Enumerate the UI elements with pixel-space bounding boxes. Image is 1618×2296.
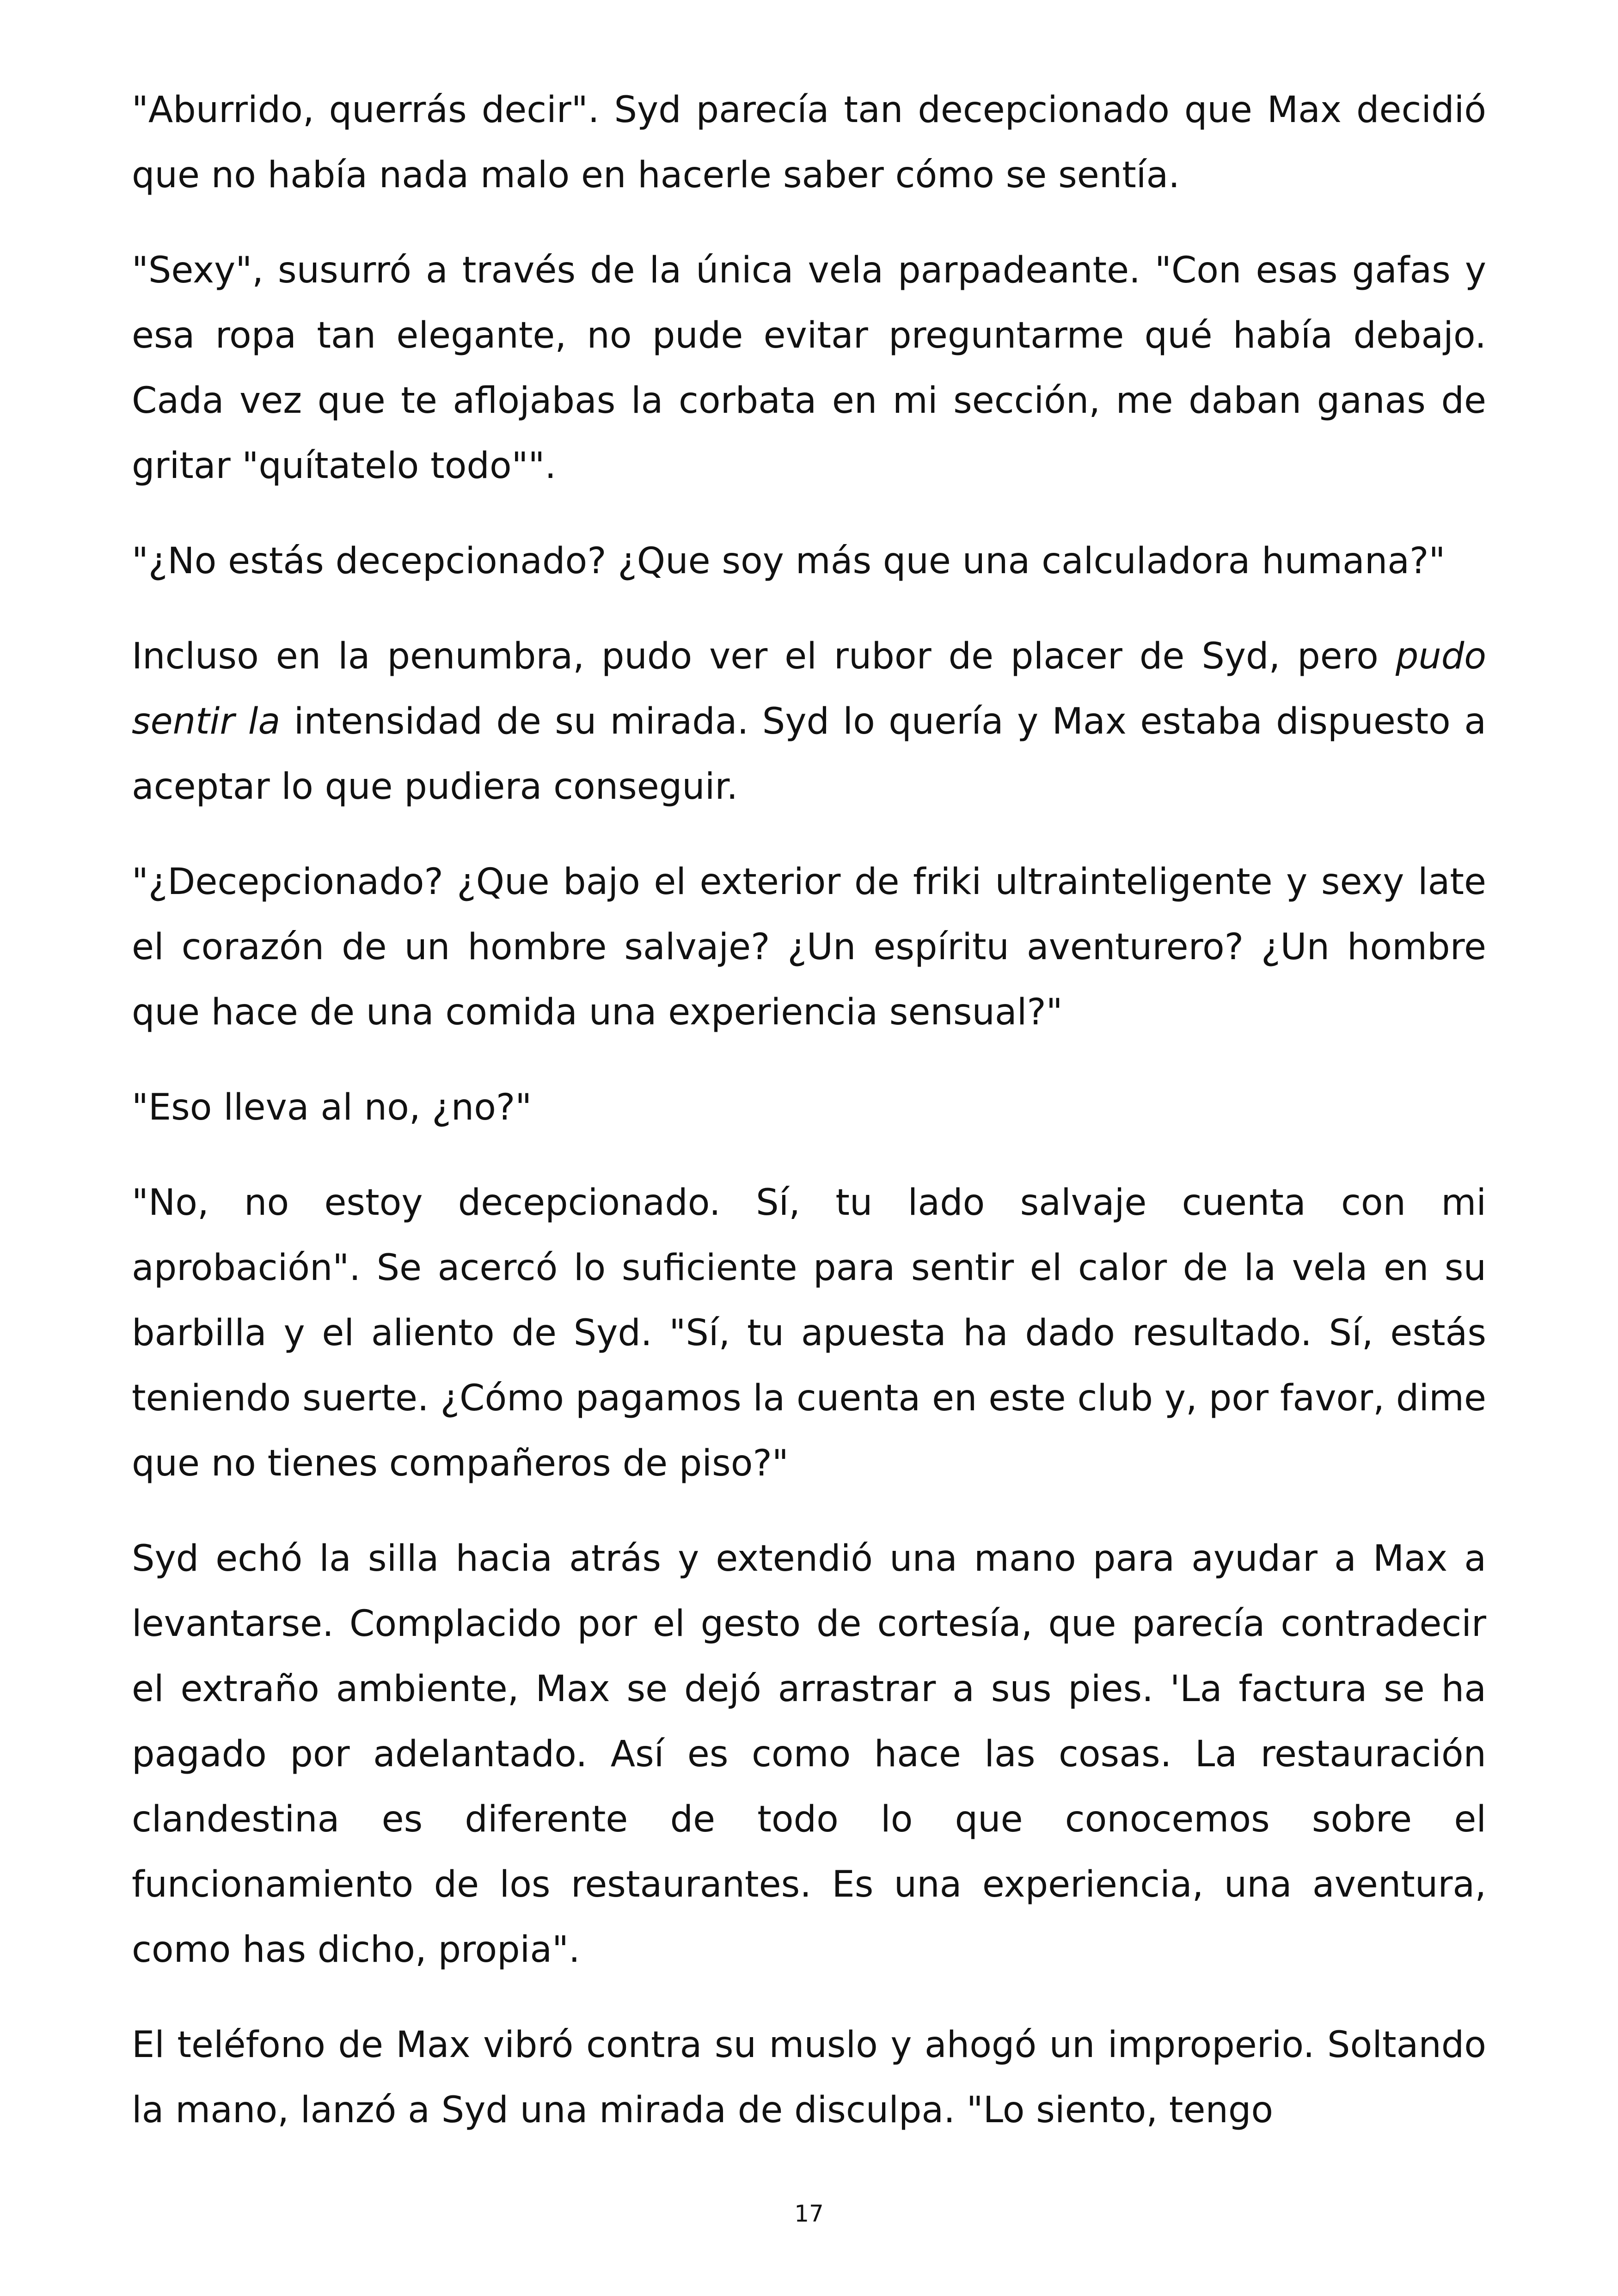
paragraph-8: Syd echó la silla hacia atrás y extendió una mano para ayudar a Max a levantarse. Complacido por el gesto de cortesía, que parecía contradecir el extraño ambiente, Max se dejó arrastrar a sus pies. 'La factura se ha pagado por adelantado. Así es como hace las cosas. La restauración clandestina es diferente de todo lo que conocemos sobre el funcionamiento de los restaurantes. Es una experiencia, una aventura, como has dicho, propia". — [132, 1538, 1486, 1971]
paragraph-3: "¿No estás decepcionado? ¿Que soy más que una calculadora humana?" — [132, 540, 1446, 582]
paragraph-1: "Aburrido, querrás decir". Syd parecía tan decepcionado que Max decidió que no había nada malo en hacerle saber cómo se sentía. — [132, 89, 1486, 196]
paragraph-5: "¿Decepcionado? ¿Que bajo el exterior de friki ultrainteligente y sexy late el corazón de un hombre salvaje? ¿Un espíritu aventurero? ¿Un hombre que hace de una comida una experiencia sensual?" — [132, 861, 1486, 1033]
paragraph-4 — [132, 624, 1486, 820]
paragraph-4-before: Incluso en la penumbra, pudo ver el rubor de placer de Syd, pero — [132, 636, 1396, 677]
paragraph-4-italic: pudo sentir la — [132, 636, 1486, 742]
page-number: 17 — [794, 2200, 824, 2227]
paragraph-7: "No, no estoy decepcionado. Sí, tu lado salvaje cuenta con mi aprobación". Se acercó lo suficiente para sentir el calor de la vela en su barbilla y el aliento de Syd. "Sí, tu apuesta ha dado resultado. Sí, estás teniendo suerte. ¿Cómo pagamos la cuenta en este club y, por favor, dime que no tienes compañeros de piso?" — [132, 1182, 1486, 1484]
body-text — [132, 78, 1486, 2173]
paragraph-6: "Eso lleva al no, ¿no?" — [132, 1087, 532, 1128]
paragraph-2: "Sexy", susurró a través de la única vela parpadeante. "Con esas gafas y esa ropa tan elegante, no pude evitar preguntarme qué había debajo. Cada vez que te aflojabas la corbata en mi sección, me daban ganas de gritar "quítatelo todo"". — [132, 250, 1486, 487]
paragraph-4-after: intensidad de su mirada. Syd lo quería y Max estaba dispuesto a aceptar lo que pudiera conseguir. — [132, 701, 1486, 808]
paragraph-9: El teléfono de Max vibró contra su muslo y ahogó un improperio. Soltando la mano, lanzó a Syd una mirada de disculpa. "Lo siento, tengo — [132, 2024, 1486, 2131]
